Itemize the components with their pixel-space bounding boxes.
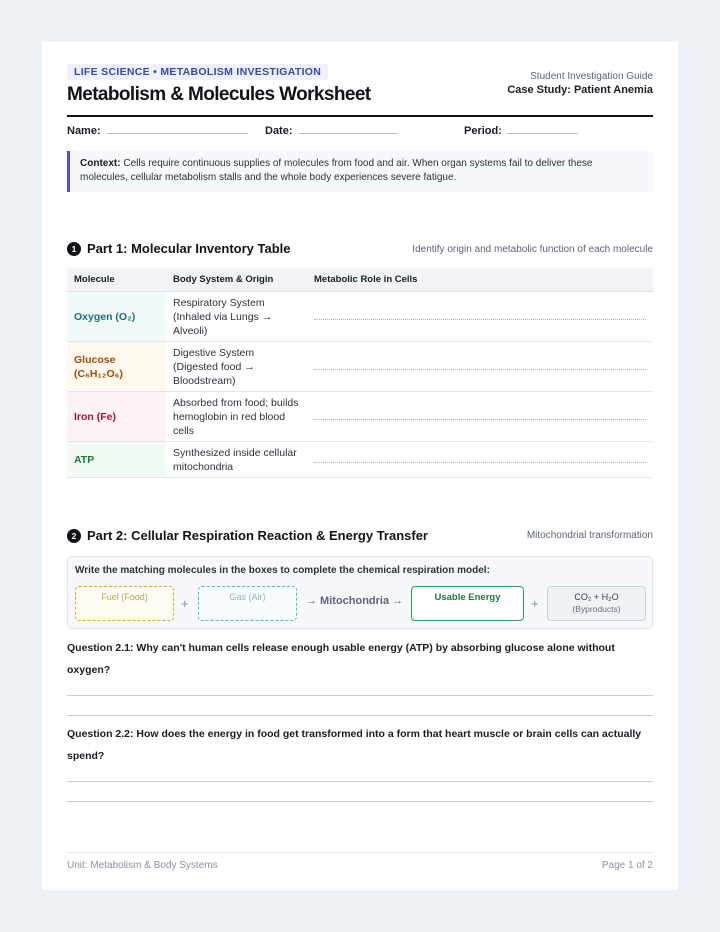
part1-title: Part 1: Molecular Inventory Table [87, 241, 291, 256]
context-callout [67, 151, 653, 192]
answer-line[interactable] [67, 781, 653, 782]
part1-note: Identify origin and metabolic function of each molecule [412, 244, 653, 255]
gas-box-label: Gas (Air) [229, 592, 266, 602]
fuel-answer-box[interactable] [75, 586, 174, 621]
molecule-table [67, 268, 653, 478]
role-answer-field[interactable] [307, 342, 653, 392]
molecule-origin: Respiratory System (Inhaled via Lungs → Alveoli) [166, 292, 307, 342]
header-divider [67, 115, 653, 117]
table-row [67, 442, 653, 478]
part1-heading [67, 241, 290, 256]
molecule-name: Iron (Fe) [67, 392, 166, 442]
byproduct-label: (Byproducts) [572, 604, 621, 614]
plus-sign: + [181, 596, 189, 611]
molecule-origin: Synthesized inside cellular mitochondria [166, 442, 307, 478]
molecule-origin: Absorbed from food; builds hemoglobin in red blood cells [166, 392, 307, 442]
byproduct-formula: CO₂ + H₂O [574, 592, 619, 602]
footer-unit: Unit: Metabolism & Body Systems [67, 860, 218, 871]
mitochondria-label: → Mitochondria → [306, 595, 404, 607]
question-2-2: Question 2.2: How does the energy in food get transformed into a form that heart muscle or brain cells can actually spend? [67, 728, 642, 762]
role-answer-field[interactable] [307, 392, 653, 442]
name-field[interactable] [107, 133, 248, 134]
col-molecule: Molecule [67, 268, 166, 292]
guide-label: Student Investigation Guide [530, 71, 653, 82]
gas-answer-box[interactable] [198, 586, 297, 621]
answer-line[interactable] [67, 801, 653, 802]
reaction-model-panel [67, 556, 653, 629]
fuel-box-label: Fuel (Food) [101, 592, 148, 602]
context-text: Cells require continuous supplies of molecules from food and air. When organ systems fail to deliver these molecules, cellular metabolism stalls and the whole body experiences severe fatigue. [80, 158, 593, 183]
context-label: Context: [80, 158, 121, 169]
page-title: Metabolism & Molecules Worksheet [67, 84, 371, 105]
molecule-name: ATP [67, 442, 166, 478]
period-field[interactable] [507, 133, 578, 134]
part1-number: 1 [67, 242, 81, 256]
worksheet-page [42, 42, 678, 890]
footer-divider [67, 852, 653, 853]
question-2-1: Question 2.1: Why can't human cells release enough usable energy (ATP) by absorbing glucose alone without oxygen? [67, 642, 615, 676]
part2-note: Mitochondrial transformation [526, 530, 653, 541]
name-label: Name: [67, 125, 101, 137]
usable-energy-box[interactable] [411, 586, 524, 621]
reaction-instruction: Write the matching molecules in the boxes to complete the chemical respiration model: [75, 565, 490, 576]
col-origin: Body System & Origin [166, 268, 307, 292]
molecule-origin: Digestive System (Digested food → Bloodstream) [166, 342, 307, 392]
plus-sign: + [531, 596, 539, 611]
molecule-name: Glucose (C₆H₁₂O₆) [67, 342, 166, 392]
role-answer-field[interactable] [307, 442, 653, 478]
part2-number: 2 [67, 529, 81, 543]
table-row [67, 292, 653, 342]
energy-box-label: Usable Energy [434, 592, 501, 603]
part2-title: Part 2: Cellular Respiration Reaction & Energy Transfer [87, 528, 428, 543]
table-row [67, 342, 653, 392]
col-role: Metabolic Role in Cells [307, 268, 653, 292]
molecule-name: Oxygen (O₂) [67, 292, 166, 342]
answer-line[interactable] [67, 715, 653, 716]
answer-line[interactable] [67, 695, 653, 696]
role-answer-field[interactable] [307, 292, 653, 342]
footer-page-number: Page 1 of 2 [601, 860, 653, 871]
table-row [67, 392, 653, 442]
period-label: Period: [464, 125, 502, 137]
byproducts-box [547, 586, 646, 621]
date-label: Date: [265, 125, 293, 137]
case-study-label: Case Study: Patient Anemia [507, 84, 653, 96]
subject-tag: LIFE SCIENCE • METABOLISM INVESTIGATION [67, 64, 328, 80]
part2-heading [67, 528, 428, 543]
date-field[interactable] [299, 133, 398, 134]
